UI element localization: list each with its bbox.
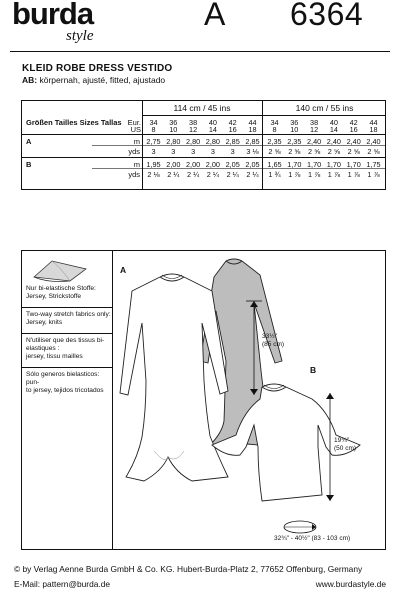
eur-size-band1: 42 <box>228 118 237 127</box>
yardage-cell: 2 ⅝ <box>347 147 360 156</box>
yardage-cell: 2 ¼ <box>167 170 180 179</box>
us-size-band1: 8 <box>151 125 156 134</box>
yardage-cell: 2,40 <box>346 137 361 146</box>
yardage-cell: 2,80 <box>205 137 220 146</box>
fabric-note-rule-3 <box>22 367 113 368</box>
yardage-cell: 2,00 <box>166 160 181 169</box>
size-table <box>21 100 386 190</box>
pattern-subtitle <box>22 75 165 85</box>
burdastyle-logo <box>12 2 132 48</box>
fabric-note-fr: N'utiliser que des tissus bi- elastiques : jersey, tissu mailles <box>26 337 105 361</box>
yardage-cell: 2,40 <box>326 137 341 146</box>
unit-us: US <box>130 125 141 134</box>
footer-copyright: © by Verlag Aenne Burda GmbH & Co. KG. Hubert-Burda-Platz 2, 77652 Offenburg, Germany <box>14 564 363 574</box>
length-a-measure: 33½" (85 cm) <box>262 333 285 348</box>
eur-size-band1: 38 <box>189 118 198 127</box>
yardage-cell: 1 ¾ <box>268 170 281 179</box>
band-rule <box>142 115 385 116</box>
eur-size-band2: 36 <box>290 118 299 127</box>
yardage-cell: 2,80 <box>166 137 181 146</box>
eur-size-band1: 44 <box>248 118 257 127</box>
pattern-number: 6364 <box>290 0 364 32</box>
footer-website: www.burdastyle.de <box>315 579 386 589</box>
fabric-note-en: Two-way stretch fabrics only: Jersey, knits <box>26 311 111 327</box>
yardage-cell: 2 ¼ <box>246 170 259 179</box>
yardage-cell: 3 <box>171 147 176 156</box>
col-rule-1 <box>142 101 143 189</box>
eur-size-band2: 34 <box>270 118 279 127</box>
yardage-cell: 2 ¼ <box>187 170 200 179</box>
yardage-cell: 2 ⅝ <box>327 147 340 156</box>
yardage-cell: 1,95 <box>146 160 161 169</box>
us-size-band1: 10 <box>169 125 178 134</box>
yardage-cell: 2,85 <box>225 137 240 146</box>
us-size-band2: 16 <box>349 125 358 134</box>
yardage-cell: 1 ⅞ <box>367 170 380 179</box>
yardage-cell: 2 ⅝ <box>308 147 321 156</box>
eur-size-band1: 40 <box>208 118 217 127</box>
fabric-note-rule-1 <box>22 307 113 308</box>
row-a-label: A <box>26 137 32 146</box>
dress-a-front-view <box>120 274 228 481</box>
yardage-cell: 1 ⅞ <box>308 170 321 179</box>
yardage-cell: 1 ⅞ <box>347 170 360 179</box>
us-size-band2: 14 <box>329 125 338 134</box>
header-divider <box>10 51 390 52</box>
row-a-yds-unit: yds <box>128 147 140 156</box>
logo-burda-text: burda <box>12 0 94 31</box>
dress-illustrations <box>114 251 387 551</box>
col-rule-2 <box>262 101 263 189</box>
yardage-cell: 2 ¼ <box>206 170 219 179</box>
yardage-cell: 2,05 <box>225 160 240 169</box>
yardage-cell: 2,35 <box>287 137 302 146</box>
size-label-header: Größen Tailles Sizes Tallas <box>26 118 122 127</box>
yardage-cell: 2,00 <box>205 160 220 169</box>
yardage-cell: 1,70 <box>326 160 341 169</box>
yardage-cell: 2,80 <box>185 137 201 146</box>
eur-size-band1: 36 <box>169 118 178 127</box>
us-size-band1: 16 <box>228 125 237 134</box>
row-a-end-rule <box>22 157 385 158</box>
fabric-icon <box>30 257 90 283</box>
fabric-notes-column <box>22 251 113 549</box>
eur-size-band2: 42 <box>349 118 358 127</box>
row-b-yds-unit: yds <box>128 170 140 179</box>
yardage-cell: 2,35 <box>267 137 282 146</box>
yardage-cell: 3 <box>230 147 235 156</box>
yardage-cell: 1 ⅞ <box>288 170 301 179</box>
hip-measure-icon <box>284 521 316 533</box>
band1-header: 114 cm / 45 ins <box>173 103 231 113</box>
us-size-band2: 10 <box>290 125 299 134</box>
eur-size-band2: 44 <box>369 118 378 127</box>
us-size-band1: 14 <box>208 125 217 134</box>
dress-drawing <box>114 251 387 551</box>
hip-measure: 32¾" - 40½" (83 - 103 cm) <box>274 535 351 542</box>
subtitle-text: körpernah, ajusté, fitted, ajustado <box>37 75 166 85</box>
yardage-cell: 3 <box>151 147 156 156</box>
view-a-label: A <box>120 265 127 275</box>
unit-eur: Eur. <box>127 118 141 127</box>
us-size-band1: 18 <box>248 125 257 134</box>
yardage-cell: 2,40 <box>366 137 381 146</box>
yardage-cell: 1,70 <box>306 160 322 169</box>
yardage-cell: 2 ⅛ <box>147 170 160 179</box>
yardage-cell: 2 ⅝ <box>268 147 281 156</box>
yardage-cell: 2,75 <box>146 137 161 146</box>
row-b-m-unit: m <box>133 160 140 169</box>
illustration-panel <box>21 250 386 550</box>
band2-header: 140 cm / 55 ins <box>295 103 354 113</box>
length-b-measure: 19¾" (50 cm) <box>334 437 357 452</box>
yardage-cell: 3 <box>191 147 196 156</box>
yardage-cell: 2,05 <box>245 160 260 169</box>
us-size-band2: 12 <box>310 125 319 134</box>
yardage-cell: 1,70 <box>346 160 361 169</box>
view-b-label: B <box>310 365 317 375</box>
row-a-m-unit: m <box>133 137 140 146</box>
yardage-cell: 2,40 <box>306 137 322 146</box>
us-size-band2: 18 <box>369 125 378 134</box>
yardage-cell: 2 ¼ <box>226 170 239 179</box>
pattern-title: KLEID ROBE DRESS VESTIDO <box>22 63 173 74</box>
yardage-cell: 3 ⅛ <box>246 147 259 156</box>
footer-email: E-Mail: pattern@burda.de <box>14 579 111 589</box>
yardage-cell: 1 ⅞ <box>327 170 340 179</box>
row-b-label: B <box>26 160 32 169</box>
view-letter: A <box>204 0 226 32</box>
yardage-cell: 1,75 <box>366 160 381 169</box>
fabric-note-de: Nur bi-elastische Stoffe: Jersey, Strickstoffe <box>26 285 96 301</box>
header-rule-table <box>22 134 385 135</box>
eur-size-band2: 40 <box>329 118 338 127</box>
subtitle-prefix: AB: <box>22 75 38 85</box>
fabric-note-es: Sólo generos bielasticos: pun- to jersey, tejidos tricotados <box>26 371 104 395</box>
yardage-cell: 3 <box>210 147 215 156</box>
us-size-band1: 12 <box>189 125 198 134</box>
yardage-cell: 2,85 <box>245 137 260 146</box>
yardage-cell: 1,65 <box>267 160 282 169</box>
yardage-cell: 2 ⅝ <box>288 147 301 156</box>
yardage-cell: 2,00 <box>185 160 201 169</box>
eur-size-band2: 38 <box>310 118 319 127</box>
yardage-cell: 2 ⅝ <box>367 147 380 156</box>
fabric-note-rule-2 <box>22 333 113 334</box>
yardage-cell: 1,70 <box>287 160 302 169</box>
eur-size-band1: 34 <box>149 118 158 127</box>
logo-style-text: style <box>66 28 94 44</box>
us-size-band2: 8 <box>272 125 277 134</box>
